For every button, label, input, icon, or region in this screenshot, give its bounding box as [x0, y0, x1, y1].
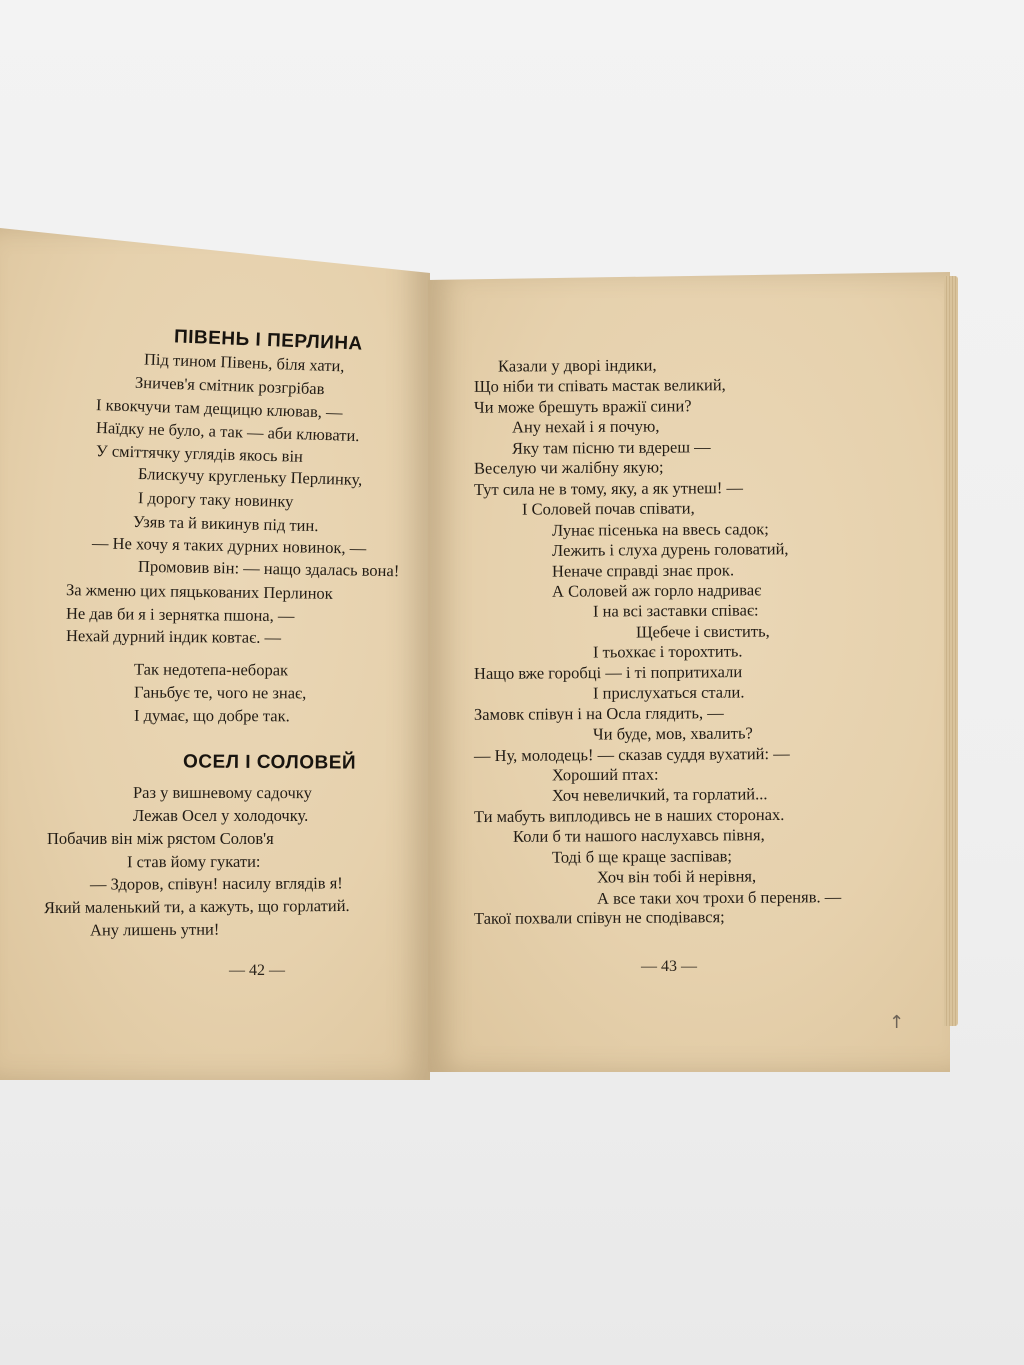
poem1-line: Не дав би я і зернятка пшона, —	[65, 603, 295, 626]
poem1-line: Зничев'я смітник розгрібав	[134, 372, 325, 399]
poem3-line: А Соловей аж горло надриває	[551, 580, 762, 601]
poem1-line: У сміттячку углядів якось він	[95, 441, 304, 466]
poem3-line: І на всі заставки співає:	[592, 600, 759, 621]
poem3-line: Чи буде, мов, хвалить?	[592, 723, 753, 744]
poem1-line: І дорогу таку новинку	[137, 488, 294, 511]
poem-title-rooster-pearl: ПІВЕНЬ І ПЕРЛИНА	[173, 326, 364, 355]
poem3-line: Ти мабуть виплодивсь не в наших сторонах.	[473, 804, 785, 827]
poem1-line: Нехай дурний індик ковтає. —	[65, 626, 282, 647]
poem3-line: Хоч він тобі й нерівня,	[596, 866, 757, 887]
poem1-line: За жменю цих пяцькованих Перлинок	[65, 580, 333, 603]
pencil-arrow-mark: ↑	[889, 1012, 905, 1033]
poem1-line: Ганьбує те, чого не знає,	[133, 682, 307, 703]
poem3-line: Неначе справді знає прок.	[551, 560, 735, 581]
poem1-line: Так недотепа-неборак	[133, 659, 289, 680]
poem3-line: Лежить і слуха дурень головатий,	[551, 539, 789, 560]
poem2-line: Який маленький ти, а кажуть, що горлатий.	[43, 895, 350, 918]
poem1-line: І думає, що добре так.	[133, 705, 290, 726]
poem1-line: Узяв та й викинув під тин.	[132, 511, 319, 536]
poem3-line: Замовк співун і на Осла глядить, —	[473, 703, 724, 724]
poem1-line: Наїдку не було, а так — аби клювати.	[95, 417, 360, 446]
poem1-line: Промовив він: — нащо здалась вона!	[137, 556, 400, 581]
poem3-line: Що ніби ти співать мастак великий,	[473, 375, 726, 396]
poem3-line: Хоч невеличкий, та горлатий...	[551, 784, 768, 805]
poem2-line: Раз у вишневому садочку	[132, 782, 312, 803]
poem3-line: А все таки хоч трохи б переняв. —	[596, 887, 842, 908]
poem3-line: Веселую чи жалібну якую;	[473, 457, 664, 478]
poem3-line: Нащо вже горобці — і ті попритихали	[473, 662, 743, 683]
poem3-line: Ану нехай і я почую,	[511, 416, 660, 437]
poem3-line: Хороший птах:	[551, 764, 659, 785]
poem1-line: Блискучу кругленьку Перлинку,	[137, 464, 363, 489]
poem3-line: Яку там пісню ти вдереш —	[511, 437, 711, 458]
poem2-line: — Здоров, співун! насилу вглядів я!	[89, 873, 343, 894]
poem1-line: — Не хочу я таких дурних новинок, —	[91, 533, 367, 558]
poem3-line: Тут сила не в тому, яку, а як утнеш! —	[473, 478, 743, 499]
page-number-right: — 43 —	[641, 958, 697, 975]
poem3-line: І тьохкає і торохтить.	[592, 641, 743, 662]
poem3-line: Тоді б ще краще заспівав;	[551, 846, 733, 867]
poem3-line: Лунає пісенька на ввесь садок;	[551, 519, 769, 540]
poem3-line: Чи може брешуть вражії сини?	[473, 396, 692, 417]
poem2-line: І став йому гукати:	[126, 851, 261, 872]
poem2-line: Лежав Осел у холодочку.	[133, 806, 309, 825]
poem1-line: Під тином Півень, біля хати,	[143, 349, 345, 376]
poem-title-donkey-nightingale: ОСЕЛ І СОЛОВЕЙ	[182, 751, 357, 774]
poem3-line: Коли б ти нашого наслухавсь півня,	[512, 825, 765, 846]
poem3-line: — Ну, молодець! — сказав суддя вухатий: —	[473, 743, 790, 766]
poem3-line: І Соловей почав співати,	[521, 498, 695, 519]
poem3-line: Казали у дворі індики,	[497, 355, 657, 376]
poem2-line: Ану лишень утни!	[89, 919, 220, 940]
poem3-line: І прислухаться стали.	[592, 682, 745, 703]
poem1-line: І квокчучи там дещицю клював, —	[95, 395, 343, 422]
poem2-line: Побачив він між рястом Солов'я	[47, 829, 274, 848]
poem3-line: Щебече і свистить,	[635, 621, 770, 642]
poem3-line: Такої похвали співун не сподівався;	[473, 907, 725, 928]
page-edges	[944, 276, 958, 1026]
page-number-left: — 42 —	[229, 962, 285, 979]
